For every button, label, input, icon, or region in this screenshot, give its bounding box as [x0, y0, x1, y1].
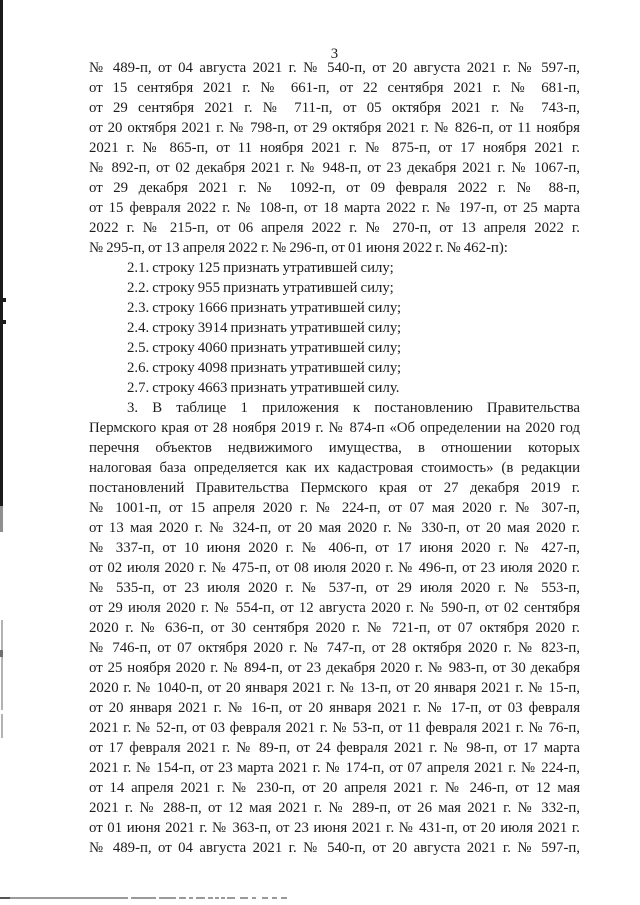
text-line: от 14 апреля 2021 г. № 230-п, от 20 апреля 2021 г. № 246-п, от 12 мая	[89, 780, 580, 796]
text-line: 2.5. строку 4060 признать утратившей силу;	[127, 340, 402, 356]
text-line: от 25 ноября 2020 г. № 894-п, от 23 декабря 2020 г. № 983-п, от 30 декабря	[89, 660, 580, 676]
text-line: от 15 сентября 2021 г. № 661-п, от 22 сентября 2021 г. № 681-п,	[89, 80, 580, 96]
text-line: 2020 г. № 1040-п, от 20 января 2021 г. № 13-п, от 20 января 2021 г. № 15-п,	[89, 680, 580, 696]
text-line: постановлений Правительства Пермского края от 27 декабря 2019 г.	[89, 480, 580, 496]
scan-artifact-left-tick	[0, 320, 6, 324]
text-line: № 892-п, от 02 декабря 2021 г. № 948-п, от 23 декабря 2021 г. № 1067-п,	[89, 160, 580, 176]
scan-artifact-left-edge-gray	[0, 506, 3, 532]
text-line: перечня объектов недвижимого имущества, в отношении которых	[89, 440, 580, 456]
page-number: 3	[330, 46, 339, 62]
paragraph-item-2-7	[89, 378, 580, 398]
scan-artifact-left-dark-tick	[0, 650, 3, 657]
text-line: от 15 февраля 2022 г. № 108-п, от 18 марта 2022 г. № 197-п, от 25 марта	[89, 200, 580, 216]
scan-artifact-left-tick	[0, 298, 6, 302]
text-line: 2021 г. № 52-п, от 03 февраля 2021 г. № 53-п, от 11 февраля 2021 г. № 76-п,	[89, 720, 580, 736]
scan-artifact-left-thin-line	[1, 714, 3, 738]
text-line: 2.3. строку 1666 признать утратившей силу;	[127, 300, 402, 316]
text-line: 2.7. строку 4663 признать утратившей силу.	[127, 380, 400, 396]
paragraph-item-2-3	[89, 298, 580, 318]
paragraph-item-2-2	[89, 278, 580, 298]
text-line: от 29 декабря 2021 г. № 1092-п, от 09 февраля 2022 г. № 88-п,	[89, 180, 580, 196]
scan-artifact-left-edge-dark	[0, 0, 3, 506]
text-line: 2.2. строку 955 признать утратившей силу;	[127, 280, 394, 296]
document-body	[89, 58, 580, 858]
paragraph-p3	[89, 398, 580, 858]
text-line: № 535-п, от 23 июля 2020 г. № 537-п, от 29 июля 2020 г. № 553-п,	[89, 580, 580, 596]
paragraph-p1-continuation	[89, 58, 580, 258]
text-line: № 337-п, от 10 июня 2020 г. № 406-п, от 17 июня 2020 г. № 427-п,	[89, 540, 580, 556]
text-line: Пермского края от 28 ноября 2019 г. № 874-п «Об определении на 2020 год	[89, 420, 580, 436]
text-line: № 746-п, от 07 октября 2020 г. № 747-п, от 28 октября 2020 г. № 823-п,	[89, 640, 580, 656]
scan-artifact-bottom-edge	[0, 897, 640, 900]
text-line: № 489-п, от 04 августа 2021 г. № 540-п, от 20 августа 2021 г. № 597-п,	[89, 840, 580, 856]
text-line: 2020 г. № 636-п, от 30 сентября 2020 г. № 721-п, от 07 октября 2020 г.	[89, 620, 580, 636]
text-line: 2.6. строку 4098 признать утратившей силу;	[127, 360, 402, 376]
text-line: от 29 июля 2020 г. № 554-п, от 12 августа 2020 г. № 590-п, от 02 сентября	[89, 600, 580, 616]
text-line: 2021 г. № 865-п, от 11 ноября 2021 г. № 875-п, от 17 ноября 2021 г.	[89, 140, 580, 156]
text-line: 2021 г. № 154-п, от 23 марта 2021 г. № 174-п, от 07 апреля 2021 г. № 224-п,	[89, 760, 580, 776]
text-line: от 17 февраля 2021 г. № 89-п, от 24 февраля 2021 г. № 98-п, от 17 марта	[89, 740, 580, 756]
text-line: от 13 мая 2020 г. № 324-п, от 20 мая 2020 г. № 330-п, от 20 мая 2020 г.	[89, 520, 580, 536]
paragraph-item-2-5	[89, 338, 580, 358]
text-line: № 1001-п, от 15 апреля 2020 г. № 224-п, от 07 мая 2020 г. № 307-п,	[89, 500, 580, 516]
paragraph-item-2-6	[89, 358, 580, 378]
text-line: № 489-п, от 04 августа 2021 г. № 540-п, от 20 августа 2021 г. № 597-п,	[89, 60, 580, 76]
text-line: от 20 октября 2021 г. № 798-п, от 29 октября 2021 г. № 826-п, от 11 ноября	[89, 120, 580, 136]
text-line: от 01 июня 2021 г. № 363-п, от 23 июня 2021 г. № 431-п, от 20 июля 2021 г.	[89, 820, 580, 836]
text-line: 2.1. строку 125 признать утратившей силу;	[127, 260, 394, 276]
text-line: от 20 января 2021 г. № 16-п, от 20 января 2021 г. № 17-п, от 03 февраля	[89, 700, 580, 716]
text-line: от 29 сентября 2021 г. № 711-п, от 05 октября 2021 г. № 743-п,	[89, 100, 580, 116]
text-line: № 295-п, от 13 апреля 2022 г. № 296-п, от 01 июня 2022 г. № 462-п):	[89, 240, 508, 256]
scan-artifact-left-thin-line	[1, 620, 3, 710]
text-line: 2.4. строку 3914 признать утратившей силу;	[127, 320, 402, 336]
text-line: 3. В таблице 1 приложения к постановлению Правительства	[127, 400, 580, 416]
text-line: от 02 июля 2020 г. № 475-п, от 08 июля 2020 г. № 496-п, от 23 июля 2020 г.	[89, 560, 580, 576]
paragraph-item-2-4	[89, 318, 580, 338]
text-line: 2022 г. № 215-п, от 06 апреля 2022 г. № 270-п, от 13 апреля 2022 г.	[89, 220, 580, 236]
paragraph-item-2-1	[89, 258, 580, 278]
text-line: 2021 г. № 288-п, от 12 мая 2021 г. № 289-п, от 26 мая 2021 г. № 332-п,	[89, 800, 580, 816]
text-line: налоговая база определяется как их кадастровая стоимость» (в редакции	[89, 460, 580, 476]
